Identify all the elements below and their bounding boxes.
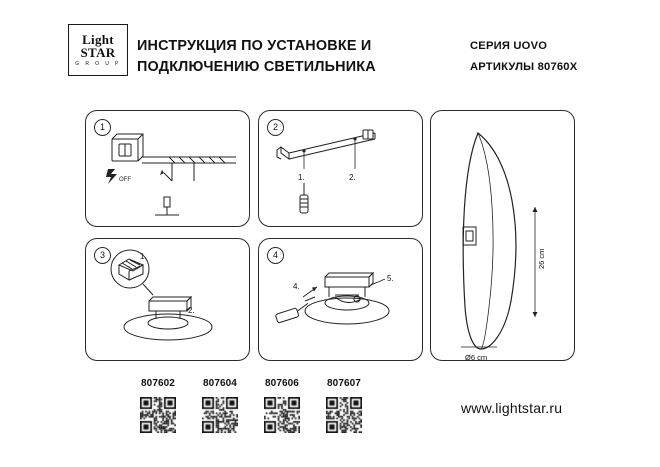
page-title [137,36,437,78]
svg-text:5.: 5. [387,274,394,283]
svg-text:OFF: OFF [119,177,131,183]
code-label: 807607 [327,378,361,389]
svg-text:1.: 1. [298,173,305,182]
brand-logo [68,24,128,76]
step-number-3: 3 [94,247,111,264]
product-meta [470,36,577,77]
logo-line-1: Light [82,32,114,48]
website-url[interactable]: www.lightstar.ru [461,400,563,416]
svg-text:1.: 1. [140,252,147,261]
code-label: 807604 [203,378,237,389]
series-label: СЕРИЯ UOVO [470,40,548,52]
page-title-line-2: ПОДКЛЮЧЕНИЮ СВЕТИЛЬНИКА [137,58,376,75]
step-number-2: 2 [267,119,284,136]
product-silhouette [431,111,574,360]
code-item [317,378,371,433]
svg-text:2.: 2. [349,173,356,182]
qr-code [326,397,362,433]
height-dimension-text: 26 cm [537,248,546,269]
article-label: АРТИКУЛЫ 80760Х [470,60,578,73]
code-label: 807602 [141,378,175,389]
qr-code [264,397,300,433]
qr-code [202,397,238,433]
code-item [131,378,185,433]
code-label: 807606 [265,378,299,389]
logo-line-2: STAR [80,45,116,61]
page-title-line-1: ИНСТРУКЦИЯ ПО УСТАНОВКЕ И [137,38,372,54]
step-panel-3 [85,238,250,361]
step-panel-2 [258,110,423,227]
svg-text:4.: 4. [293,282,300,291]
code-item [255,378,309,433]
svg-text:2.: 2. [188,306,195,315]
step-number-4: 4 [267,247,284,264]
product-dimensions-panel [430,110,575,361]
logo-line-3: G R O U P [75,60,121,67]
step-panel-4 [258,238,423,361]
qr-code [140,397,176,433]
code-item [193,378,247,433]
diameter-dimension-text: Ø6 cm [465,353,488,360]
step-panel-1 [85,110,250,227]
step-number-1: 1 [94,119,111,136]
